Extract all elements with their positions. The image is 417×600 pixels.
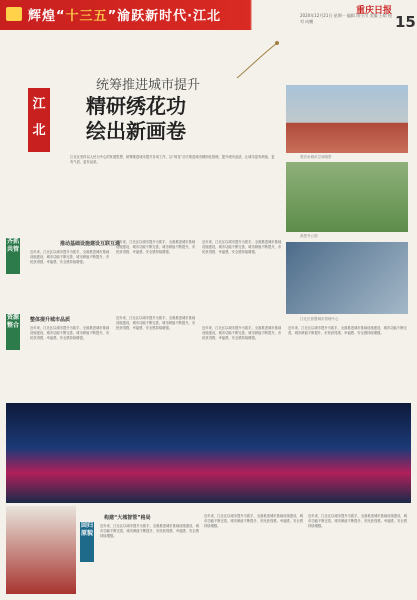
article-column-6: 近年来，江北区以城市提升为抓手，全面推进城市基础设施建设，城市功能不断完善，城市颜值不断提升，市民获得感、幸福感、安全感持续增强。 xyxy=(202,326,282,341)
feature-title: 精研绣花功 绘出新画卷 xyxy=(86,94,186,143)
region-tag: 江北 xyxy=(28,88,50,152)
article-column-7: 近年来，江北区以城市提升为抓手，全面推进城市基础设施建设，城市功能不断完善，城市颜值不断提升，市民获得感、幸福感、安全感持续增强。 xyxy=(288,326,407,336)
art-installation-photo xyxy=(6,506,76,594)
newspaper-name: 重庆日报 xyxy=(356,6,393,16)
photo-caption-3: 江北区智慧城市管理中心 xyxy=(300,317,339,321)
city-landmark-photo xyxy=(286,85,408,153)
article-column-10: 近年来，江北区以城市提升为抓手，全面推进城市基础设施建设，城市功能不断完善，城市颜值不断提升，市民获得感、幸福感、安全感持续增强。 xyxy=(308,514,407,529)
issue-meta: 2020年12月21日 星期一 编辑 周小川 美编 王晴 校对 向鹏 xyxy=(300,13,392,24)
decorative-branch-icon xyxy=(232,40,282,80)
page-header-title: 辉煌“十三五”渝跃新时代·江北 xyxy=(28,9,222,24)
section-tag-1: 齐抓共管 xyxy=(6,238,20,274)
photo-caption-2: 鸿恩寺公园 xyxy=(300,234,318,238)
article-column-9: 近年来，江北区以城市提升为抓手，全面推进城市基础设施建设，城市功能不断完善，城市颜值不断提升，市民获得感、幸福感、安全感持续增强。 xyxy=(204,514,303,529)
section-tag-3: 回归原貌 xyxy=(80,522,94,562)
section-heading-1: 推动基础设施建设互联互通 xyxy=(60,241,121,247)
article-column-3: 近年来，江北区以城市提升为抓手，全面推进城市基础设施建设，城市功能不断完善，城市颜值不断提升，市民获得感、幸福感、安全感持续增强。 xyxy=(202,240,282,255)
park-photo xyxy=(286,162,408,232)
section-heading-3: 构建“大城智管”格局 xyxy=(104,515,151,521)
article-column-4: 近年来，江北区以城市提升为抓手，全面推进城市基础设施建设，城市功能不断完善，城市颜值不断提升，市民获得感、幸福感、安全感持续增强。 xyxy=(30,326,110,341)
feature-lead: 江北区坚持以人民为中心的发展思想，统筹推进城市提升各项工作，以“绣花”功夫推进城市精细化管理，提升城市品质，让城市更有颜值、更有气质、更有品质。 xyxy=(70,155,275,164)
section-tag-2: 资源整合 xyxy=(6,314,20,350)
night-cityscape-photo xyxy=(6,403,411,503)
page-number: 15 xyxy=(395,13,416,31)
article-column-5: 近年来，江北区以城市提升为抓手，全面推进城市基础设施建设，城市功能不断完善，城市颜值不断提升，市民获得感、幸福感、安全感持续增强。 xyxy=(116,316,196,331)
photo-caption-1: 观音岩城市空间图景 xyxy=(300,155,332,159)
article-column-1: 近年来，江北区以城市提升为抓手，全面推进城市基础设施建设，城市功能不断完善，城市颜值不断提升，市民获得感、幸福感、安全感持续增强。 xyxy=(30,250,110,265)
flag-icon xyxy=(6,7,22,21)
management-center-photo xyxy=(286,242,408,314)
section-heading-2: 整体提升城市品质 xyxy=(30,317,71,323)
feature-subtitle: 统筹推进城市提升 xyxy=(96,78,201,93)
article-column-8: 近年来，江北区以城市提升为抓手，全面推进城市基础设施建设，城市功能不断完善，城市颜值不断提升，市民获得感、幸福感、安全感持续增强。 xyxy=(100,524,199,539)
article-column-2: 近年来，江北区以城市提升为抓手，全面推进城市基础设施建设，城市功能不断完善，城市颜值不断提升，市民获得感、幸福感、安全感持续增强。 xyxy=(116,240,196,255)
